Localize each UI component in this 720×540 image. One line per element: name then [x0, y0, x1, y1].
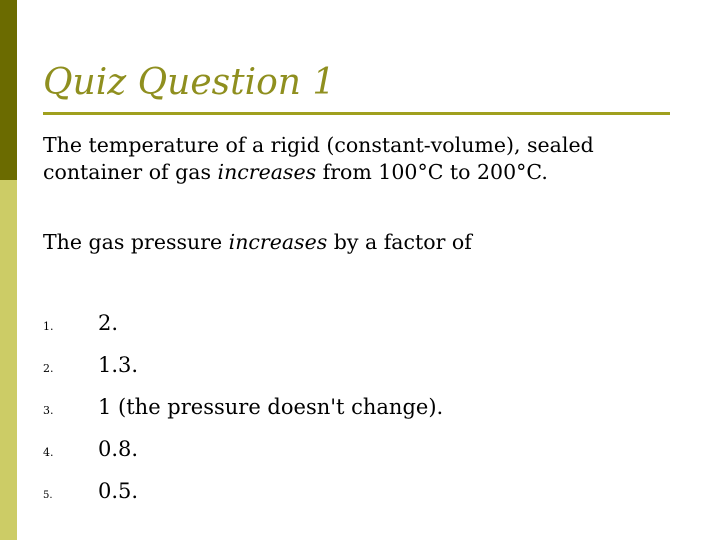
- answer-option-4: [43, 426, 643, 466]
- title-underline: [43, 112, 670, 115]
- side-bar-light: [0, 180, 17, 540]
- option-number: 2.: [43, 362, 54, 375]
- answer-option-1: [43, 300, 643, 340]
- option-text: 1 (the pressure doesn't change).: [98, 395, 444, 419]
- answer-option-5: [43, 468, 643, 508]
- option-text: 1.3.: [98, 353, 139, 377]
- option-number: 3.: [43, 404, 54, 417]
- answer-option-3: [43, 384, 643, 424]
- paragraph-1-text-b: from 100°C to 200°C.: [316, 160, 548, 184]
- answer-option-2: [43, 342, 643, 382]
- paragraph-2-text-a: The gas pressure: [43, 230, 229, 254]
- question-paragraph-2: [43, 229, 643, 256]
- option-text: 0.8.: [98, 437, 139, 461]
- option-number: 5.: [43, 490, 53, 501]
- paragraph-1-emphasis: increases: [217, 160, 317, 184]
- side-bar-dark: [0, 0, 17, 180]
- option-number: 1.: [43, 320, 54, 333]
- paragraph-2-text-b: by a factor of: [327, 230, 472, 254]
- paragraph-1-text-a: The temperature of a rigid (constant-volume), sealed container of gas: [43, 133, 594, 184]
- option-text: 0.5.: [98, 479, 139, 503]
- option-text: 2.: [98, 311, 119, 335]
- question-paragraph-1: [43, 132, 643, 186]
- paragraph-2-emphasis: increases: [228, 230, 328, 254]
- slide-title: Quiz Question 1: [43, 62, 336, 103]
- option-number: 4.: [43, 446, 54, 459]
